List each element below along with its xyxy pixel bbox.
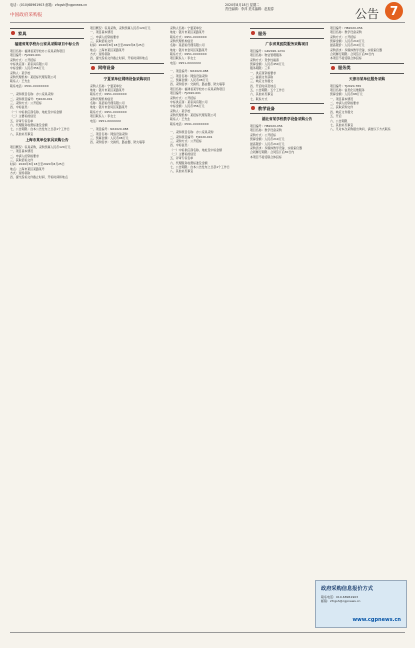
article-title: 天津市某单位服务采购 (349, 76, 385, 81)
article-title: 广东省某医院服务采购项目 (265, 42, 309, 46)
article-body: 项目编号：TJ2020-789 项目名称：信息化运维服务 预算金额：人民币68万元 一、项目基本情况 二、申请人的资格要求 三、获取采购文件 四、响应文件提交 五、开启 六、公告期限 七、其他补充事宜 八、凡对本次采购提出询问，请按以下方式联系 (330, 83, 391, 132)
column-1 (10, 26, 84, 616)
header-rule (10, 22, 405, 23)
article-body: 项目概况：家具采购，采购预算人民币120万元 一、项目基本情况 二、申请人的资格要求 三、获取招标文件 时间：2020年8月18日至2020年8月25日 地点：上海市某区某路某号 方式：现场领取 四、提交投标文件截止时间、开标时间和地点 (10, 144, 71, 180)
section-header-furniture: 家具 (10, 28, 84, 39)
section-header-service: 服务 (250, 28, 324, 39)
section-marker-icon (11, 31, 15, 35)
article-body: 项目编号：GD2020-1234 项目名称：物业管理服务 采购方式：竞争性磋商 预算金额：人民币450万元 服务期限：三年 一、供应商资格要求 二、磋商文件获取 三、响应文件提交 四、开启时间及地点 五、公告期限：五个工作日 六、其他补充事宜 七、联系方式 (250, 49, 285, 101)
column-5 (330, 26, 404, 576)
article-body: 采购人名称：宁夏某单位 地址：银川市某区某路某号 联系方式：0951-XXXXXXX 采购代理机构信息 名称：某招标代理有限公司 地址：银川市金凤区某路某号 联系方式：0951-XXXXXXX 项目联系人：李女士 电话：0951-XXXXXXX 一、项目编号：NX2020-088 二、项目名称：网络设备采购 三、预算金额：人民币98万元 四、采购需求：交换机、路由器、防火墙等 (170, 26, 225, 87)
article-body: 项目编号：HB2020-056 项目名称：教学设备采购 采购方式：公开招标 预算金额：人民币210万元 最高限价：人民币210万元 采购需求：多媒体教学设备、实验室仪器 合同履行期限：合同签订后30日内 本项目不接受联合体投标 (250, 124, 303, 159)
section-marker-icon (251, 31, 255, 35)
section-header-services: 服务类 (330, 63, 404, 74)
article-body: 项目名称：福建省某学校办公家具采购项目 项目编号：FJ2020-001 采购方式：公开招标 中标供应商：某家具有限公司 中标金额：人民币356万元 采购人：某学校 采购代理机构：某招标代理有限公司 联系人：王先生 联系电话：0591-XXXXXXXX 一、采购项目名称：办公家具采购 二、采购项目编号：FJ2020-001 三、采购方式：公开招标 四、中标信息： （一）中标供应商名称、地址及中标金额 （二）主要标的信息 五、评审专家名单 六、代理服务收费标准及金额 七、公告期限：自本公告发布之日起1个工作日 八、其他补充事宜 (10, 49, 70, 136)
article-body: 项目名称：福建省某学校办公家具采购项目 项目编号：FJ2020-001 采购方式：公开招标 中标供应商：某家具有限公司 中标金额：人民币356万元 采购人：某学校 采购代理机构：某招标代理有限公司 联系人：王先生 联系电话：0591-XXXXXXXX 一、采购项目名称：办公家具采购 二、采购项目编号：FJ2020-001 三、采购方式：公开招标 四、中标信息： （一）中标供应商名称、地址及中标金额 （二）主要标的信息 五、评审专家名单 六、代理服务收费标准及金额 七、公告期限：自本公告发布之日起1个工作日 八、其他补充事宜 (170, 86, 230, 174)
column-3 (170, 26, 244, 616)
ad-url-link[interactable]: www.cgpnews.cn (352, 617, 401, 623)
article-title: 湖北省某学校教学设备采购公告 (261, 117, 313, 122)
ad-subtitle: 联系电话：010-68961903 邮箱：zfcgsh@cgpnews.cn (321, 595, 361, 604)
article-body: 采购人名称：宁夏某单位 地址：银川市某区某路某号 联系方式：0951-XXXXXXX 采购代理机构信息 名称：某招标代理有限公司 地址：银川市金凤区某路某号 联系方式：0951-XXXXXXX 项目联系人：李女士 电话：0951-XXXXXXX 一、项目编号：NX2020-088 二、项目名称：网络设备采购 三、预算金额：人民币98万元 四、采购需求：交换机、路由器、防火墙等 (90, 83, 145, 145)
article-title: 上海市某单位家具采购公告 (25, 137, 69, 142)
section-marker-icon (331, 66, 335, 70)
article-body: 项目编号：HB2020-056 项目名称：教学设备采购 采购方式：公开招标 预算金额：人民币210万元 最高限价：人民币210万元 采购需求：多媒体教学设备、实验室仪器 合同履行期限：合同签订后30日内 本项目不接受联合体投标 (330, 26, 383, 61)
advertisement-box (315, 580, 407, 628)
newspaper-logo: 中国政府采购报 (10, 13, 43, 18)
section-marker-icon (91, 66, 95, 70)
page-number-badge: 7 (385, 2, 403, 20)
section-header-network: 网络设备 (90, 63, 164, 74)
ad-title: 政府采购信息报价方式 (321, 586, 373, 592)
section-marker-icon (251, 106, 255, 110)
footer-rule (10, 632, 405, 633)
section-title: 公告 (355, 7, 380, 21)
page-header (0, 0, 415, 22)
article-title: 福建省某学校办公家具采购项目中标公告 (14, 42, 80, 46)
section-header-teaching: 教学设备 (250, 103, 324, 114)
article-title: 宁夏某单位网络设备采购项目 (103, 76, 151, 81)
column-2 (90, 26, 164, 616)
column-4 (250, 26, 324, 616)
article-body: 项目概况：家具采购，采购预算人民币120万元 一、项目基本情况 二、申请人的资格要求 三、获取招标文件 时间：2020年8月18日至2020年8月25日 地点：上海市某区某路某号 方式：现场领取 四、提交投标文件截止时间、开标时间和地点 (90, 26, 151, 61)
header-date-editor: 2020年8月18日 星期二 责任编辑：李萍 美术编辑：赵振春 (225, 3, 274, 12)
header-contact: 电话：(010)68961903 邮箱：zfcgsh@cgpnews.cn (10, 3, 88, 7)
